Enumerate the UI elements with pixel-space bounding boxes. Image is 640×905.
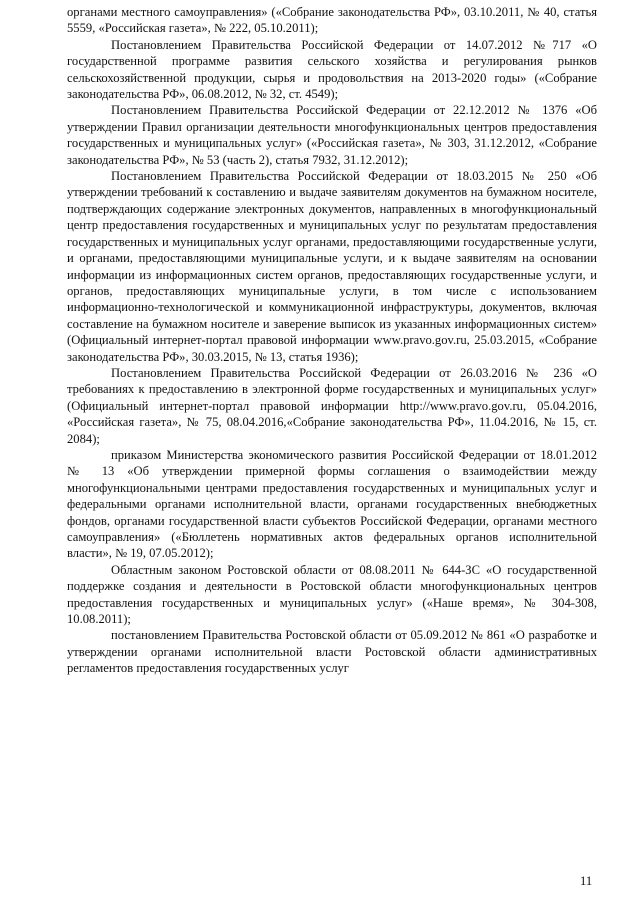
paragraph: Постановлением Правительства Российской Федерации от 14.07.2012 №717 «О государственной программе развития сельского хозяйства и регулирования рынков сельскохозяйственной продукции, сырья и продовольствия на 2013-2020 годы» («Собрание законодательства РФ», 06.08.2012, № 32, ст. 4549); [67, 37, 597, 102]
paragraph: Областным законом Ростовской области от 08.08.2011 № 644-ЗС «О государственной поддержке создания и деятельности в Ростовской области многофункциональных центров предоставления государственных и муниципальных услуг» («Наше время», № 304-308, 10.08.2011); [67, 562, 597, 627]
paragraph: органами местного самоуправления» («Собрание законодательства РФ», 03.10.2011, № 40, статья 5559, «Российская газета», № 222, 05.10.2011); [67, 5, 597, 36]
paragraph: приказом Министерства экономического развития Российской Федерации от 18.01.2012 № 13 «Об утверждении примерной формы соглашения о взаимодействии между многофункциональными центрами предоставления государственных и муниципальных услуг и федеральными органами исполнительной власти, органами государственных внебюджетных фондов, органами государственной власти субъектов Российской Федерации, органами местного самоуправления» («Бюллетень нормативных актов федеральных органов исполнительной власти», № 19, 07.05.2012); [67, 447, 597, 561]
paragraph: Постановлением Правительства Российской Федерации от 18.03.2015 № 250 «Об утверждении требований к составлению и выдаче заявителям документов на бумажном носителе, подтверждающих содержание электронных документов, направленных в многофункциональный центр предоставления государственных и муниципальных услуг по результатам предоставления государственных и муниципальных услуг органами, предоставляющими государственные услуги, и органами, предоставляющими муниципальные услуги, и к выдаче заявителям на основании информации из информационных систем органов, предоставляющих государственные услуги, и органов, предоставляющих муниципальные услуги, в том числе с использованием информационно-технологической и коммуникационной инфраструктуры, документов, включая составление на бумажном носителе и заверение выписок из указанных информационных систем» (Официальный интернет-портал правовой информации www.pravo.gov.ru, 25.03.2015, «Собрание законодательства РФ», 30.03.2015, № 13, статья 1936); [67, 169, 597, 364]
page-number: 11 [580, 874, 593, 888]
paragraph: Постановлением Правительства Российской Федерации от 22.12.2012 № 1376 «Об утверждении Правил организации деятельности многофункциональных центров предоставления государственных и муниципальных услуг» («Российская газета», № 303, 31.12.2012, «Собрание законодательства РФ», № 53 (часть 2), статья 7932, 31.12.2012); [67, 103, 597, 167]
paragraph: Постановлением Правительства Российской Федерации от 26.03.2016 № 236 «О требованиях к предоставлению в электронной форме государственных и муниципальных услуг» (Официальный интернет-портал правовой информации http://www.pravo.gov.ru, 05.04.2016, «Российская газета», № 75, 08.04.2016,«Собрание законодательства РФ», 11.04.2016, № 15, ст. 2084); [67, 365, 597, 446]
paragraph: постановлением Правительства Ростовской области от 05.09.2012 № 861 «О разработке и утверждении органами исполнительной власти Ростовской области административных регламентов предоставления государственных услуг [67, 628, 597, 676]
document-body [67, 4, 597, 677]
